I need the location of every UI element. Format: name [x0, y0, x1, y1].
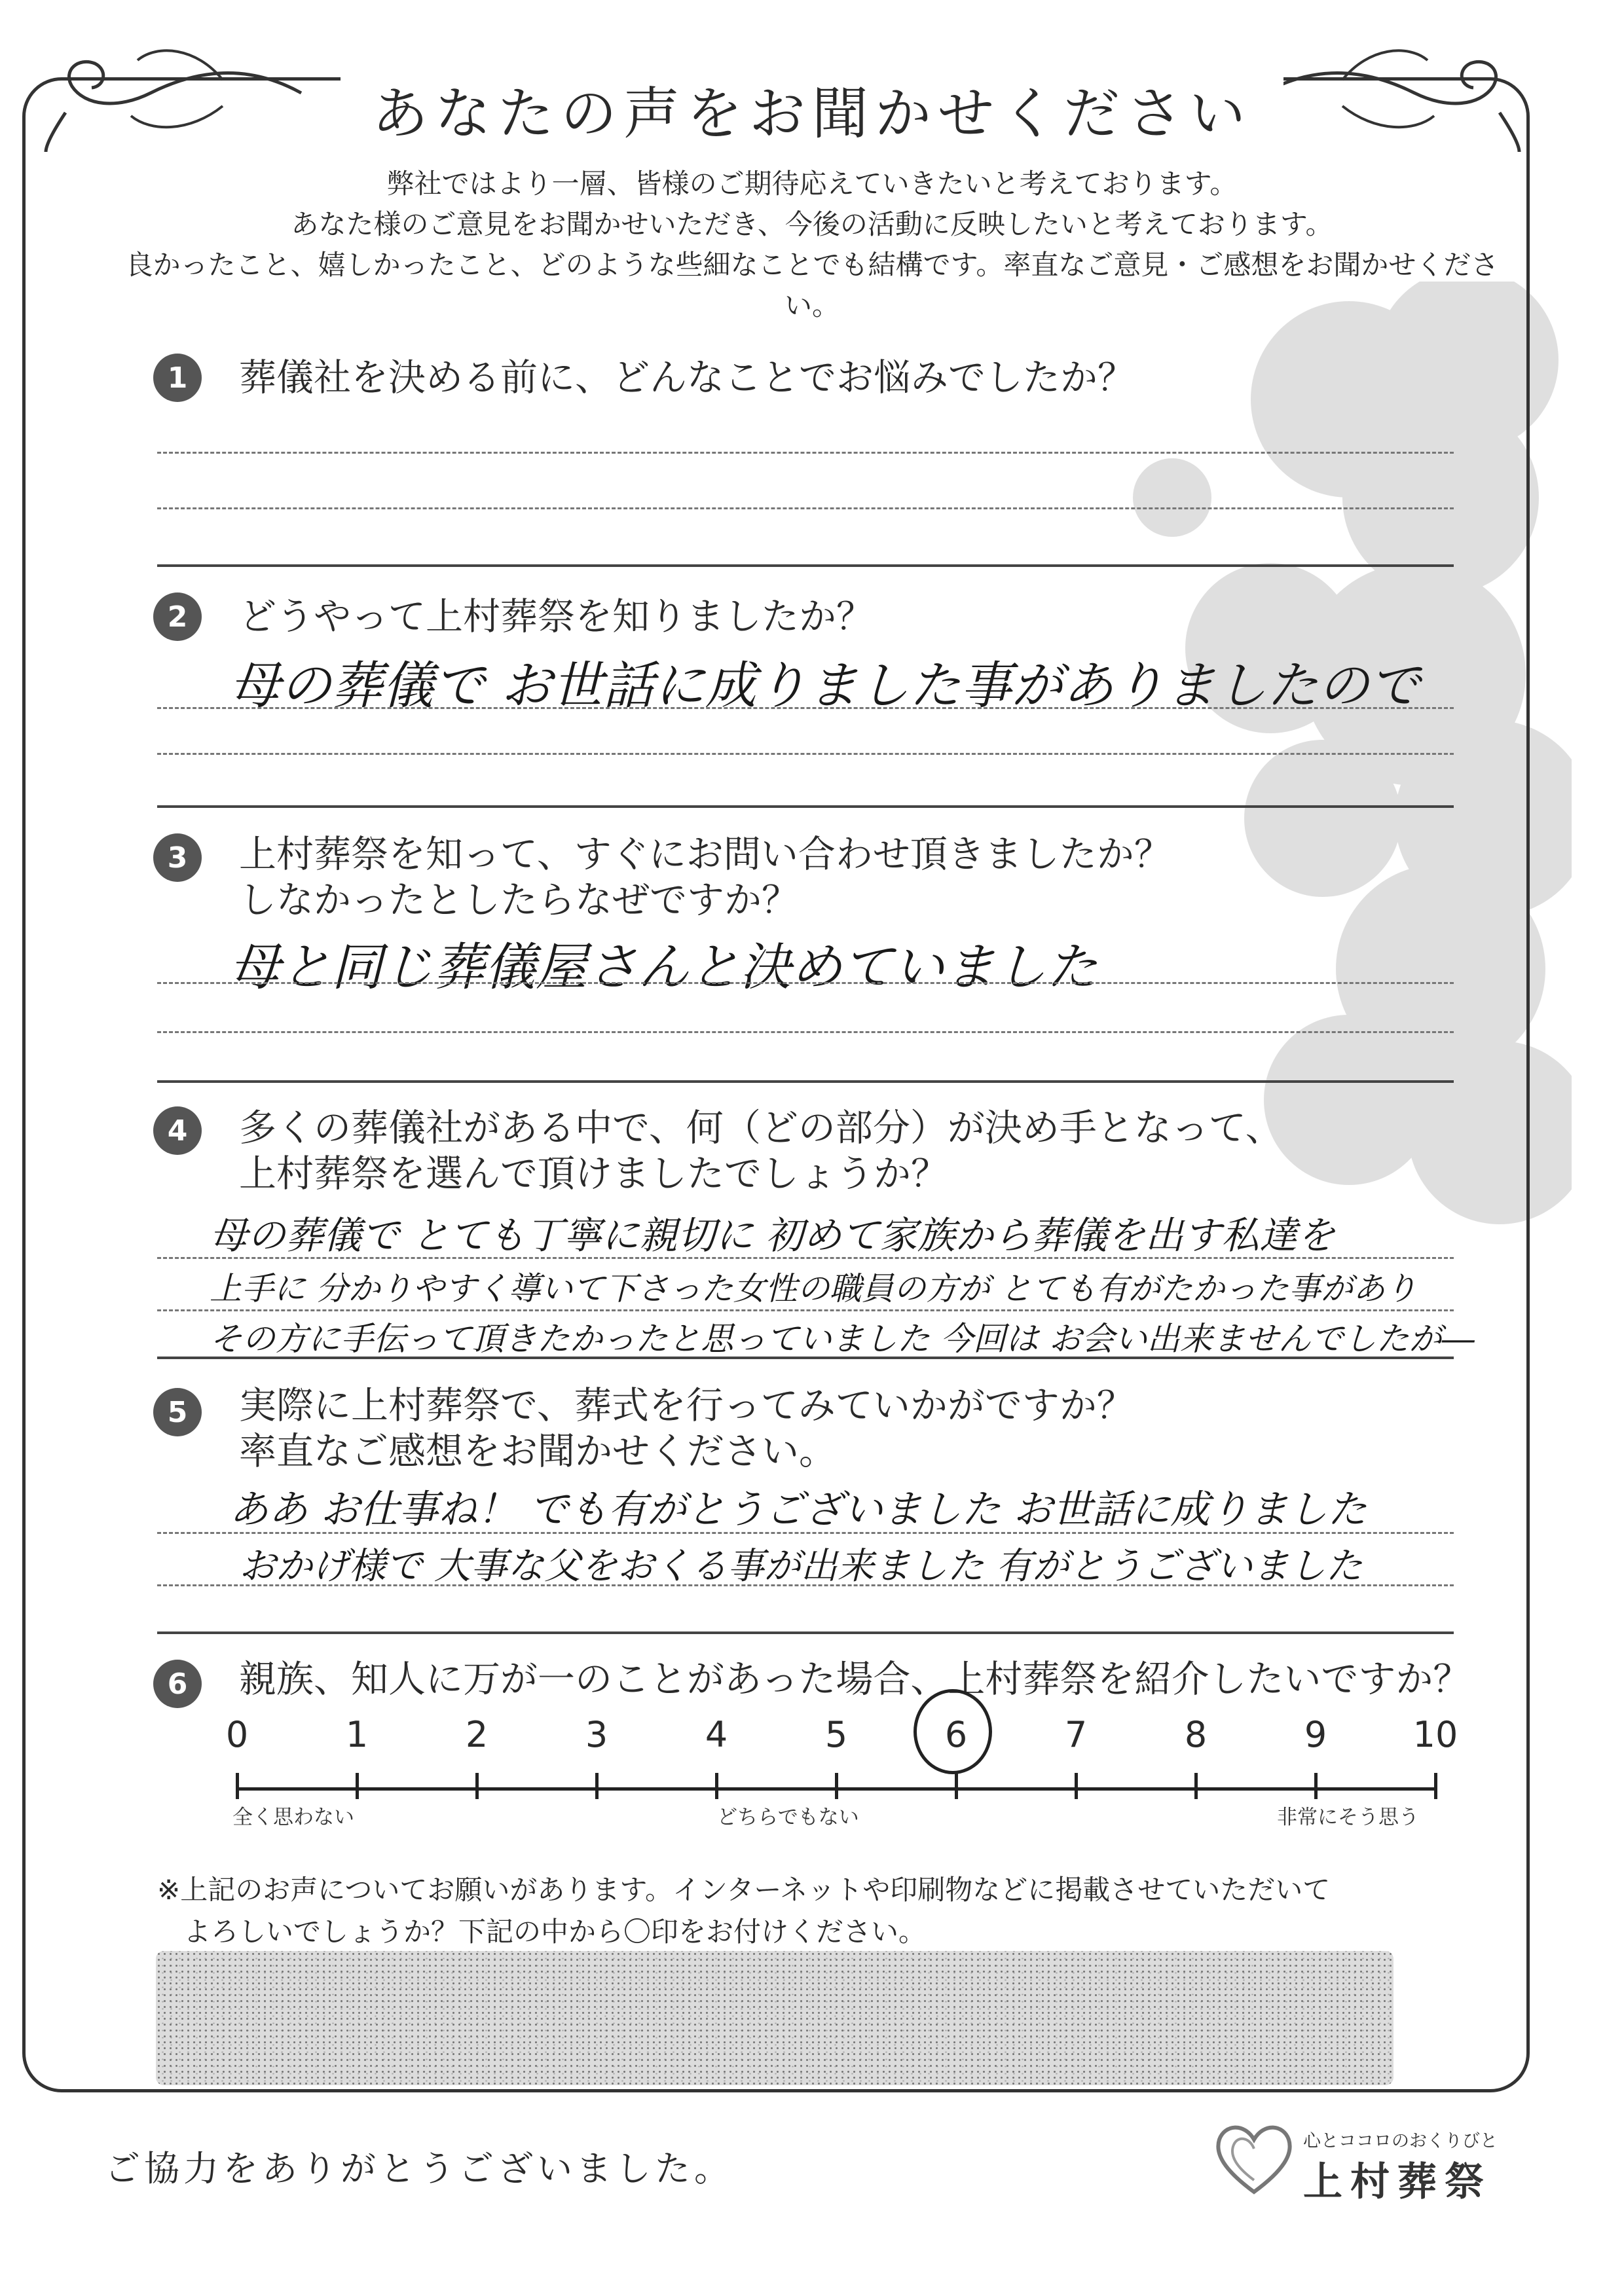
left-flourish-icon: [26, 34, 308, 152]
handwritten-answer: 母の葬儀で お世話に成りました事がありましたので: [229, 657, 1420, 716]
scale-tick: [1314, 1773, 1318, 1799]
scale-tick: [835, 1773, 838, 1799]
scale-tick: [1194, 1773, 1198, 1799]
answer-line: [157, 1532, 1454, 1534]
intro-line: 良かったこと、嬉しかったこと、どのような些細なことでも結構です。率直なご意見・ご感想をお聞かせください。: [125, 249, 1499, 321]
handwritten-answer: 母と同じ葬儀屋さんと決めていました: [229, 938, 1098, 997]
scale-tick: [475, 1773, 479, 1799]
question-number-badge: 3: [153, 833, 202, 882]
scale-tick: [356, 1773, 359, 1799]
scale-tick: [236, 1773, 239, 1799]
intro-line: 弊社ではより一層、皆様のご期待応えていきたいと考えております。: [386, 168, 1238, 200]
answer-line: [157, 753, 1454, 755]
intro-line: あなた様のご意見をお聞かせいただき、今後の活動に反映したいと考えております。: [291, 208, 1333, 240]
scale-tick: [955, 1773, 958, 1799]
section-divider: [157, 1080, 1454, 1083]
scale-label: 4: [705, 1714, 728, 1755]
answer-line: [157, 507, 1454, 509]
scale-label: 9: [1304, 1714, 1327, 1755]
scale-tick: [595, 1773, 599, 1799]
scale-label: 2: [465, 1714, 489, 1755]
question-number-badge: 6: [153, 1660, 202, 1708]
question-number-badge: 2: [153, 592, 202, 641]
section-divider: [157, 1631, 1454, 1634]
scale-tick: [1075, 1773, 1078, 1799]
right-flourish-icon: [1257, 34, 1539, 152]
answer-line: [157, 452, 1454, 454]
scale-tick: [715, 1773, 718, 1799]
answer-line: [157, 707, 1454, 709]
thank-you-text: ご協力をありがとうございました。: [105, 2148, 733, 2189]
selected-rating-circle: [913, 1689, 992, 1774]
question-number-badge: 1: [153, 354, 202, 402]
question-text: 葬儀社を決める前に、どんなことでお悩みでしたか？: [239, 356, 1135, 399]
scale-tick: [1434, 1773, 1437, 1799]
note-line: ※上記のお声についてお願いがあります。インターネットや印刷物などに掲載させていただいて: [157, 1874, 1331, 1906]
intro-text: [105, 164, 1519, 326]
question-number-badge: 4: [153, 1106, 202, 1155]
scale-mid-label: どちらでもない: [717, 1806, 859, 1829]
handwritten-answer: その方に手伝って頂きたかったと思っていました 今回は お会い出来ませんでしたが―: [210, 1320, 1475, 1358]
question-number-badge: 5: [153, 1388, 202, 1436]
section-divider: [157, 564, 1454, 567]
question-text: 上村葬祭を選んで頂けましたでしょうか？: [239, 1152, 948, 1195]
section-divider: [157, 1357, 1454, 1359]
company-logo-name: 上村葬祭: [1303, 2159, 1492, 2205]
question-text: しなかったとしたらなぜですか？: [239, 879, 799, 922]
handwritten-answer: おかげ様で 大事な父をおくる事が出来ました 有がとうございました: [239, 1545, 1363, 1588]
question-text: 実際に上村葬祭で、葬式を行ってみていかがですか？: [239, 1384, 1134, 1427]
page-title: あなたの声をお聞かせください: [372, 81, 1252, 147]
answer-line: [157, 1031, 1454, 1033]
question-text: 率直なご感想をお聞かせください。: [239, 1430, 836, 1473]
scale-label: 10: [1412, 1714, 1458, 1755]
logo-tagline: 心とココロのおくりびと: [1303, 2131, 1498, 2151]
question-text: 上村葬祭を知って、すぐにお問い合わせ頂きましたか？: [239, 833, 1172, 876]
scale-label: 0: [225, 1714, 249, 1755]
scale-label: 5: [824, 1714, 848, 1755]
redacted-area: [156, 1951, 1393, 2085]
answer-line: [157, 1584, 1454, 1586]
scale-label: 3: [585, 1714, 608, 1755]
question-text: 多くの葬儀社がある中で、何（どの部分）が決め手となって、: [239, 1106, 1283, 1150]
answer-line: [157, 982, 1454, 984]
scale-label: 1: [345, 1714, 369, 1755]
scale-low-label: 全く思わない: [232, 1806, 354, 1829]
scale-label: 6: [944, 1714, 968, 1755]
question-text: 親族、知人に万が一のことがあった場合、上村葬祭を紹介したいですか？: [239, 1658, 1471, 1701]
answer-line: [157, 1257, 1454, 1259]
scale-label: 7: [1064, 1714, 1088, 1755]
heart-logo-icon: [1211, 2115, 1297, 2200]
scale-high-label: 非常にそう思う: [1277, 1806, 1419, 1829]
permission-note: [157, 1869, 1330, 1953]
question-text: どうやって上村葬祭を知りましたか？: [239, 595, 874, 638]
handwritten-answer: 上手に 分かりやすく導いて下さった女性の職員の方が とても有がたかった事があり: [210, 1270, 1418, 1307]
section-divider: [157, 805, 1454, 808]
handwritten-answer: ああ お仕事ね！ でも有がとうございました お世話に成りました: [229, 1487, 1367, 1533]
answer-line: [157, 1309, 1454, 1311]
handwritten-answer: 母の葬儀で とても丁寧に親切に 初めて家族から葬儀を出す私達を: [210, 1213, 1335, 1258]
scale-label: 8: [1184, 1714, 1208, 1755]
note-line: よろしいでしょうか？下記の中から〇印をお付けください。: [183, 1916, 927, 1948]
